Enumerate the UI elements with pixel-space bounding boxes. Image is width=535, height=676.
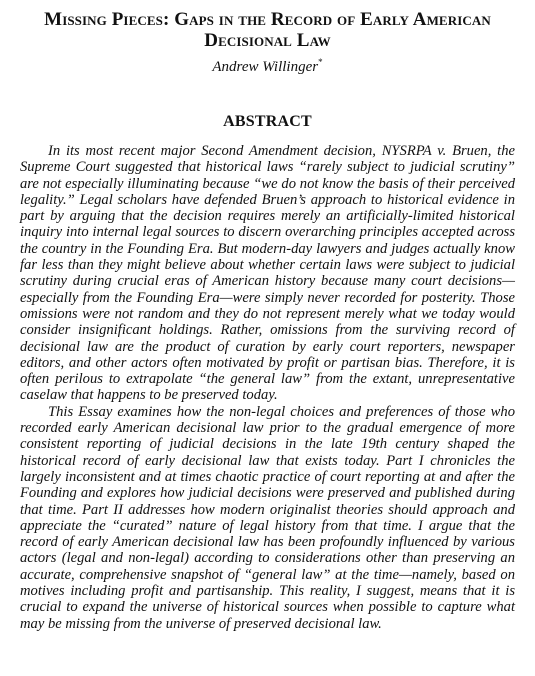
abstract-line: Founding and explores how judicial decisions were preserved and published during: [20, 485, 515, 502]
abstract-line: inquiry into internal legal sources to discern overarching principles accepted across: [20, 224, 515, 241]
author-name: Andrew Willinger: [212, 59, 319, 75]
abstract-line: recorded early American decisional law prior to the gradual emergence of more: [20, 420, 515, 437]
abstract-line: may be missing from the universe of preserved decisional law.: [20, 615, 382, 632]
author-footnote-mark: *: [318, 57, 323, 67]
abstract-line: scrutiny during crucial eras of American history because many court decisions—: [20, 273, 515, 290]
abstract-line: legality.” Legal scholars have defended Bruen’s approach to historical evidence in: [20, 191, 515, 208]
abstract-line: consistent reporting of judicial decisions in the late 19th century shaped the: [20, 436, 515, 453]
abstract-heading: ABSTRACT: [223, 113, 312, 130]
abstract-line: the country in the Founding Era. But modern-day lawyers and judges actually know: [20, 240, 515, 257]
abstract-line: consider insignificant holdings. Rather, omissions from the surviving record of: [20, 322, 515, 339]
abstract-line: actors (legal and non-legal) according to considerations other than preserving an: [20, 550, 515, 567]
abstract-line: appreciate the “curated” nature of legal history from that time. I argue that the: [20, 517, 515, 534]
abstract-line: especially from the Founding Era—were simply never recorded for posterity. Those: [20, 289, 515, 306]
paper-page: [20, 0, 515, 632]
title-line: Decisional Law: [204, 30, 331, 51]
abstract-line: crucial to expand the universe of historical sources when possible to capture what: [20, 599, 515, 616]
paper-title: [20, 9, 515, 51]
abstract-line: motives including profit and partisanship. This reality, I suggest, means that it is: [20, 583, 515, 600]
author-byline: [20, 53, 515, 76]
abstract-line: that time. Part II addresses how modern originalist theories should approach and: [20, 501, 515, 518]
abstract-line: This Essay examines how the non-legal choices and preferences of those who: [48, 403, 515, 420]
abstract-line: often perilous to extrapolate “the general law” from the extant, unrepresentative: [20, 371, 515, 388]
abstract-line: largely inconsistent and at times chaotic practice of court reporting at and after the: [20, 468, 515, 485]
abstract-line: Supreme Court suggested that historical laws “rarely subject to judicial scrutiny”: [20, 159, 515, 176]
abstract-line: are not especially illuminating because “we do not know the basis of their perceived: [20, 175, 515, 192]
abstract-line: record of early American decisional law has been profoundly influenced by various: [20, 534, 515, 551]
abstract-line: caselaw that happens to be preserved today.: [20, 387, 278, 404]
abstract-line: part by arguing that the decision requires merely an artificially-limited historical: [20, 208, 515, 225]
title-line: Missing Pieces: Gaps in the Record of Early American: [44, 9, 491, 30]
abstract-paragraph-1: [20, 143, 515, 404]
abstract-line: editors, and other actors often motivated by profit or partisan bias. Therefore, it is: [20, 354, 515, 371]
abstract-line: historical record of early decisional law that exists today. Part I chronicles the: [20, 452, 515, 469]
abstract-line: decisional law are the product of curation by early court reporters, newspaper: [20, 338, 515, 355]
abstract-line: far less than they might believe about whether certain laws were subject to judicial: [20, 257, 515, 274]
abstract-line: In its most recent major Second Amendment decision, NYSRPA v. Bruen, the: [48, 143, 515, 159]
abstract-line: omissions were not random and they do not represent merely what we today would: [20, 305, 515, 322]
abstract-paragraph-2: [20, 404, 515, 632]
abstract-line: accurate, comprehensive snapshot of “general law” at the time—namely, based on: [20, 566, 515, 583]
